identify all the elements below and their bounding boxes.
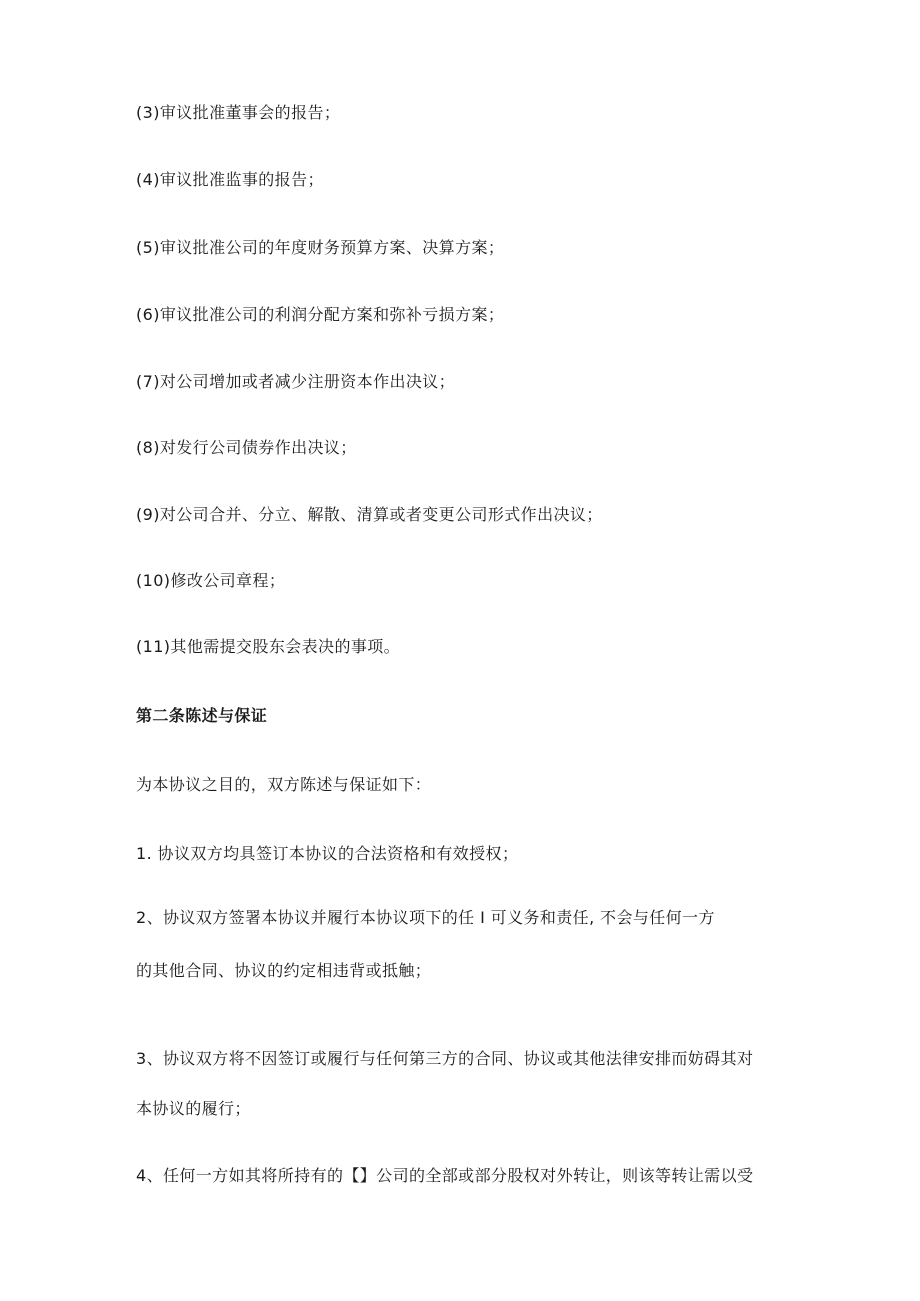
clause-line: 2、协议双方签署本协议并履行本协议项下的任 I 可义务和责任, 不会与任何一方 (136, 908, 715, 927)
list-item: (9)对公司合并、分立、解散、清算或者变更公司形式作出决议； (136, 505, 603, 524)
intro-text: 为本协议之目的，双方陈述与保证如下： (136, 775, 432, 794)
list-item: (6)审议批准公司的利润分配方案和弥补亏损方案； (136, 305, 505, 324)
clause-line: 本协议的履行； (136, 1099, 251, 1118)
list-item: (7)对公司增加或者减少注册资本作出决议； (136, 372, 456, 391)
list-item: (4)审议批准监事的报告； (136, 170, 324, 189)
list-item: (3)审议批准董事会的报告； (136, 103, 341, 122)
clause-line: 4、任何一方如其将所持有的【】公司的全部或部分股权对外转让，则该等转让需以受 (136, 1166, 754, 1185)
list-item: (5)审议批准公司的年度财务预算方案、决算方案； (136, 238, 505, 257)
clause-line: 3、协议双方将不因签订或履行与任何第三方的合同、协议或其他法律安排而妨碍其对 (136, 1049, 754, 1068)
list-item: (8)对发行公司债券作出决议； (136, 438, 357, 457)
list-item: (10)修改公司章程； (136, 571, 286, 590)
clause-line: 的其他合同、协议的约定相违背或抵触； (136, 961, 432, 980)
clause-line: 1. 协议双方均具签订本协议的合法资格和有效授权； (136, 844, 519, 863)
section-heading: 第二条陈述与保证 (136, 706, 268, 725)
list-item: (11)其他需提交股东会表决的事项。 (136, 637, 401, 656)
